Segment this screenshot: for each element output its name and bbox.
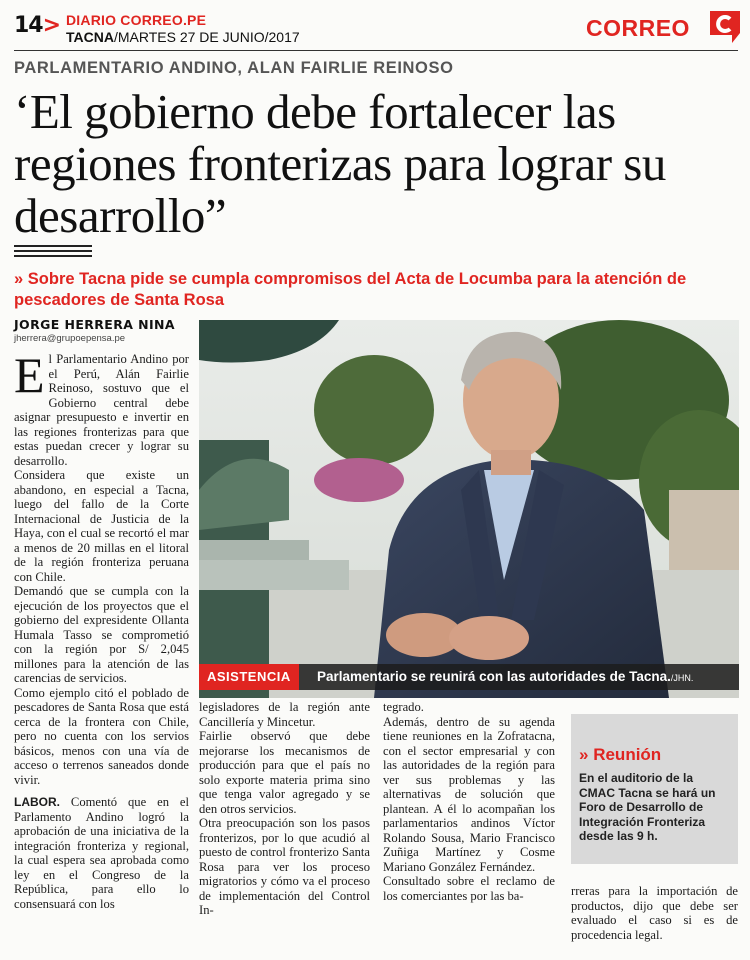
author-name: JORGE HERRERA NINA bbox=[14, 317, 175, 332]
body-paragraph: Considera que existe un abandono, en especial a Tacna, luego del fallo de la Corte Internacional de Justicia de la Haya, con el cual se recortó el mar a menos de 20 millas en el litoral de la región fronteriza peruana con Chile. bbox=[14, 468, 189, 584]
article-photo bbox=[199, 320, 739, 698]
correo-logo-icon bbox=[708, 9, 742, 45]
caption-text: Parlamentario se reunirá con las autoridades de Tacna./JHN. bbox=[317, 669, 694, 684]
reunion-sidebar bbox=[571, 714, 738, 864]
body-paragraph: Consultado sobre el reclamo de los comerciantes por las ba- bbox=[383, 874, 555, 903]
body-paragraph: Como ejemplo citó el poblado de pescadores de Santa Rosa que está cerca de la frontera con Chile, pero no cuenta con los servios básicos, menos con una vía de acceso o terrenos saneados donde vivir. bbox=[14, 685, 189, 787]
sidebar-marker: » bbox=[579, 745, 589, 764]
edition-date-text: /MARTES 27 DE JUNIO/2017 bbox=[113, 29, 300, 45]
body-paragraph: Demandó que se cumpla con la ejecución de los proyectos que el gobierno del expresidente Ollanta Humala Tasso se comprometió con la región por S/ 2,045 millones para la atención de las carencias de servicios. bbox=[14, 584, 189, 685]
body-paragraph: rreras para la importación de productos, dijo que debe ser evaluado el caso si es de procedencia legal. bbox=[571, 884, 738, 942]
body-column-4 bbox=[571, 884, 738, 942]
photo-caption-bar bbox=[199, 664, 739, 690]
brand-name: CORREO bbox=[586, 15, 690, 41]
drop-cap: E bbox=[14, 347, 45, 403]
photo-illustration bbox=[199, 320, 739, 698]
caption-tag: ASISTENCIA bbox=[199, 664, 299, 690]
author-email[interactable]: jherrera@grupoepensa.pe bbox=[14, 333, 126, 344]
body-paragraph: Otra preocupación son los pasos fronterizos, por lo que acudió al puesto de control fronterizo Santa Rosa para ver los proceso migratorios y cómo va el proceso de implementación del Control In- bbox=[199, 816, 370, 917]
body-paragraph: Además, dentro de su agenda tiene reuniones en la Zofratacna, con el sector empresarial y con las autoridades de la región para ver sus problemas y las alternativas de solución que plantean. A él lo acompañan los parlamentarios andinos Víctor Rolando Sousa, Mario Francisco Zuñiga Martínez y Cosme Mariano González Fernández. bbox=[383, 714, 555, 874]
body-paragraph: El Parlamentario Andino por el Perú, Alán Fairlie Reinoso, sostuvo que el Gobierno central debe asignar presupuesto e invertir en las regiones fronterizas para que estas puedan crecer y lograr su desarrollo. bbox=[14, 347, 189, 468]
article-kicker: PARLAMENTARIO ANDINO, ALAN FAIRLIE REINOSO bbox=[14, 59, 454, 77]
body-paragraph: Fairlie observó que debe mejorarse los mecanismos de producción para que el país no solo exporte materia prima sino que tenga valor agregado y se den otros servicios. bbox=[199, 729, 370, 816]
sidebar-title: » Reunión bbox=[579, 745, 662, 764]
body-column-3 bbox=[383, 700, 555, 903]
body-column-1 bbox=[14, 347, 189, 911]
header-divider bbox=[14, 50, 738, 51]
page-number: 14> bbox=[14, 13, 61, 38]
sidebar-text: En el auditorio de la CMAC Tacna se hará un Foro de Desarrollo de Integración Fronteriza desde las 9 h. bbox=[579, 771, 716, 843]
subhead-text: Sobre Tacna pide se cumpla compromisos del Acta de Locumba para la atención de pescadores de Santa Rosa bbox=[14, 270, 687, 309]
body-column-2 bbox=[199, 700, 370, 918]
body-paragraph: legisladores de la región ante Cancillería y Mincetur. bbox=[199, 700, 370, 729]
body-paragraph: LABOR. Comentó que en el Parlamento Andino logró la aprobación de una iniciativa de la integración fronteriza y regional, la cual espera sea aprobada como ley en el Congreso de la República, para ello lo consensuará con los bbox=[14, 795, 189, 911]
edition-date bbox=[66, 29, 300, 45]
section-lead: LABOR. bbox=[14, 795, 60, 809]
headline-rule-ornament bbox=[14, 245, 92, 260]
body-paragraph: tegrado. bbox=[383, 700, 424, 714]
page-arrow: > bbox=[42, 13, 61, 38]
site-name[interactable]: DIARIO CORREO.PE bbox=[66, 12, 207, 28]
article-subhead bbox=[14, 269, 738, 311]
article-headline: ‘El gobierno debe fortalecer las regiones fronterizas para lograr su desarrollo” bbox=[14, 84, 666, 243]
photo-credit: /JHN. bbox=[670, 673, 694, 683]
edition-city: TACNA bbox=[66, 29, 114, 45]
subhead-marker: » bbox=[14, 270, 24, 288]
